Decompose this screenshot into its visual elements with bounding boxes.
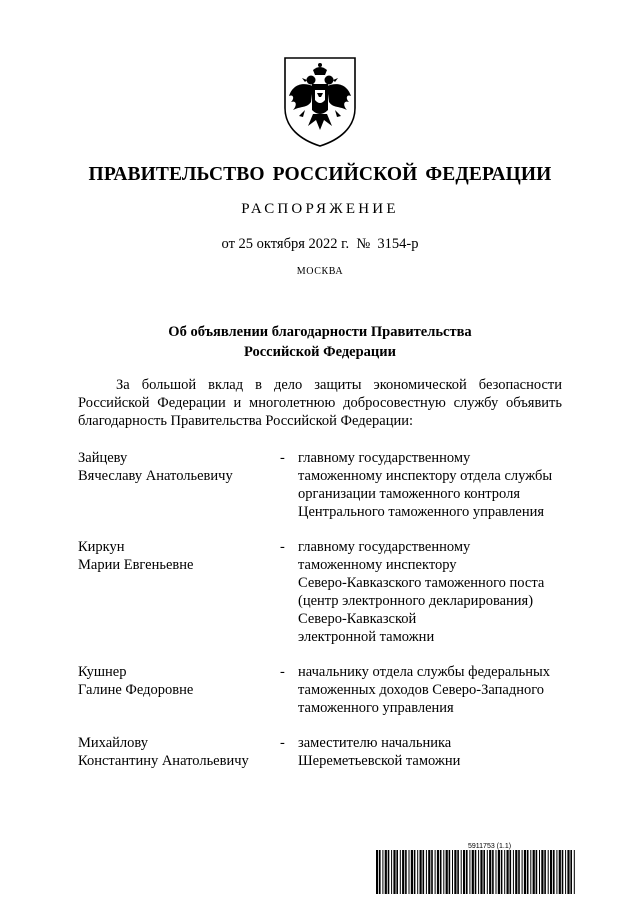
recipient-name [78, 449, 268, 485]
position-line: Северо-Кавказского таможенного поста [298, 575, 545, 591]
position-line: начальнику отдела службы федеральных [298, 664, 551, 680]
recipient-position [298, 449, 568, 521]
recipient-surname: Киркун [78, 539, 125, 555]
position-line: Центрального таможенного управления [298, 504, 545, 520]
recipient-row [78, 734, 568, 770]
recipient-name [78, 734, 268, 770]
document-city: МОСКВА [296, 266, 344, 277]
recipient-given-names: Константину Анатольевичу [78, 753, 249, 769]
government-title: ПРАВИТЕЛЬСТВО РОССИЙСКОЙ ФЕДЕРАЦИИ [88, 164, 552, 185]
separator-dash: - [280, 539, 285, 555]
position-line: таможенному инспектору отдела службы [298, 468, 553, 484]
separator-dash: - [280, 735, 285, 751]
barcode-number: 5911753 (1.1) [468, 843, 512, 850]
recipient-surname: Кушнер [78, 664, 127, 680]
recipient-position [298, 663, 568, 717]
position-line: заместителю начальника [298, 735, 452, 751]
recipient-surname: Михайлову [78, 735, 148, 751]
separator-dash: - [280, 664, 285, 680]
subject-line-2: Российской Федерации [243, 344, 396, 360]
russian-coat-of-arms-emblem [283, 56, 357, 148]
recipient-surname: Зайцеву [78, 450, 128, 466]
position-line: главному государственному [298, 539, 471, 555]
document-date-number: от 25 октября 2022 г. № 3154-р [221, 236, 419, 252]
subject-line-1: Об объявлении благодарности Правительства [168, 324, 472, 340]
recipients-list [78, 449, 568, 770]
position-line: таможенному инспектору [298, 557, 457, 573]
recipient-row [78, 663, 568, 717]
recipient-given-names: Марии Евгеньевне [78, 557, 194, 573]
position-line: таможенных доходов Северо-Западного [298, 682, 545, 698]
document-type: РАСПОРЯЖЕНИЕ [241, 201, 399, 217]
recipient-row [78, 538, 568, 646]
position-line: электронной таможни [298, 629, 435, 645]
document-barcode [376, 850, 576, 894]
position-line: (центр электронного декларирования) [298, 593, 534, 609]
recipient-name [78, 663, 268, 699]
position-line: Северо-Кавказской [298, 611, 417, 627]
body-paragraph: За большой вклад в дело защиты экономической безопасности Российской Федерации и многолетнюю добросовестную службу объявить благодарность Правительства Российской Федерации: [78, 377, 562, 429]
position-line: организации таможенного контроля [298, 486, 521, 502]
separator-dash: - [280, 450, 285, 466]
recipient-given-names: Вячеславу Анатольевичу [78, 468, 233, 484]
recipient-row [78, 449, 568, 521]
recipient-position [298, 538, 568, 646]
recipient-position [298, 734, 568, 770]
position-line: главному государственному [298, 450, 471, 466]
recipient-given-names: Галине Федоровне [78, 682, 194, 698]
position-line: Шереметьевской таможни [298, 753, 461, 769]
recipient-name [78, 538, 268, 574]
document-subject [0, 322, 640, 362]
position-line: таможенного управления [298, 700, 454, 716]
